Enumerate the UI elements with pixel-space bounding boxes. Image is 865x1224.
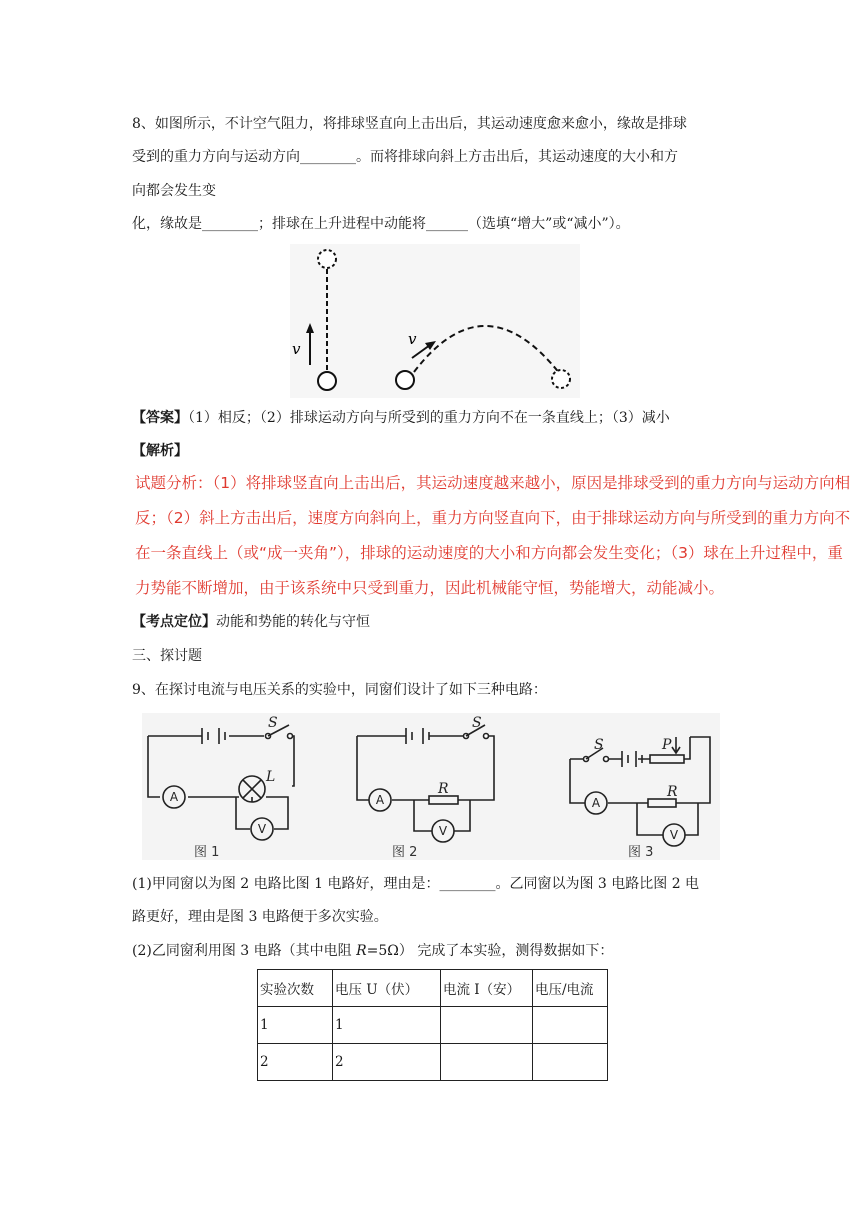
- analysis-line-1: 试题分析：（1）将排球竖直向上击出后，其运动速度越来越小，原因是排球受到的重力方向与运动方向相: [135, 474, 851, 492]
- q9-sub2-resistor-symbol: R: [356, 943, 367, 959]
- table-header-cell: 电压/电流: [533, 970, 608, 1007]
- q9-sub2-part-b: =5Ω） 完成了本实验，测得数据如下：: [366, 943, 614, 959]
- table-header-cell: 电压 U（伏）: [333, 970, 441, 1007]
- ball-landing-dashed: [552, 370, 570, 388]
- analysis-line-2: 反；（2）斜上方击出后，速度方向斜向上，重力方向竖直向下，由于排球运动方向与所受到的重力方向不: [135, 509, 851, 527]
- fig1-caption: 图 1: [194, 845, 220, 860]
- kaodian-text: 动能和势能的转化与守恒: [216, 614, 370, 630]
- ball-bottom-left: [318, 372, 336, 390]
- table-cell: [533, 1044, 608, 1081]
- q8-line-3: 向都会发生变: [132, 183, 216, 199]
- q9-sub1-line-1: (1)甲同窗以为图 2 电路比图 1 电路好，理由是：________。乙同窗以为图 3 电路比图 2 电: [132, 876, 700, 892]
- table-cell: 1: [333, 1007, 441, 1044]
- q9-sub2-line: [132, 941, 613, 961]
- table-cell: 2: [333, 1044, 441, 1081]
- label-v-oblique: v: [408, 330, 417, 348]
- circuit-3-resistor-label: R: [667, 784, 678, 800]
- circuit-3-switch-label: S: [594, 737, 604, 753]
- circuit-1-voltmeter-label: V: [257, 822, 267, 836]
- circuit-1-switch-label: S: [268, 715, 278, 731]
- circuit-1-lamp-label: L: [266, 769, 276, 785]
- circuit-2-voltmeter-label: V: [438, 824, 448, 838]
- table-cell: [441, 1007, 533, 1044]
- table-cell: [441, 1044, 533, 1081]
- answer-text: （1）相反；（2）排球运动方向与所受到的重力方向不在一条直线上；（3）减小: [188, 410, 670, 426]
- circuit-2-resistor-label: R: [438, 781, 449, 797]
- kaodian-tag: 【考点定位】: [132, 614, 216, 630]
- fig3-caption: 图 3: [628, 845, 654, 860]
- circuit-1-ammeter-label: A: [169, 790, 179, 804]
- answer-tag: 【答案】: [132, 410, 188, 426]
- q8-line-4: 化，缘故是________；排球在上升进程中动能将______（选填“增大”或“减小”）。: [132, 216, 630, 232]
- q9-sub2-part-a: (2)乙同窗利用图 3 电路（其中电阻: [132, 943, 357, 959]
- analysis-tag: 【解析】: [132, 443, 188, 459]
- circuit-2-switch-label: S: [472, 715, 482, 731]
- table-cell: 1: [258, 1007, 333, 1044]
- table-row: [258, 1044, 608, 1081]
- circuit-3-slider-label: P: [662, 737, 672, 753]
- q8-line-1: 8、如图所示，不计空气阻力，将排球竖直向上击出后，其运动速度愈来愈小，缘故是排球: [132, 116, 687, 132]
- q9-intro: 9、在探讨电流与电压关系的实验中，同窗们设计了如下三种电路：: [132, 682, 547, 698]
- table-header-cell: 实验次数: [258, 970, 333, 1007]
- ball-top-dashed: [318, 250, 336, 268]
- table-header-cell: 电流 I（安）: [441, 970, 533, 1007]
- data-table: [257, 969, 608, 1081]
- circuit-3-ammeter-label: A: [591, 796, 601, 810]
- section-three-heading: 三、探讨题: [132, 648, 202, 664]
- q9-sub1-line-2: 路更好，理由是图 3 电路便于多次实验。: [132, 909, 388, 925]
- q8-line-2: 受到的重力方向与运动方向________。而将排球向斜上方击出后，其运动速度的大小和方: [132, 149, 678, 165]
- table-cell: 2: [258, 1044, 333, 1081]
- kaodian-line: [132, 612, 370, 632]
- circuits-figure: [142, 713, 720, 860]
- volleyball-motion-figure: [290, 244, 580, 398]
- table-cell: [533, 1007, 608, 1044]
- circuit-3-voltmeter-label: V: [669, 828, 679, 842]
- circuits-background: [142, 713, 720, 860]
- ball-launch-oblique: [396, 371, 414, 389]
- analysis-line-4: 力势能不断增加，由于该系统中只受到重力，因此机械能守恒，势能增大，动能减小。: [135, 579, 725, 597]
- answer-line: [132, 408, 670, 428]
- table-row: [258, 1007, 608, 1044]
- label-v-vertical: v: [292, 340, 301, 358]
- circuit-2-ammeter-label: A: [375, 793, 385, 807]
- fig2-caption: 图 2: [392, 845, 418, 860]
- table-header-row: [258, 970, 608, 1007]
- analysis-line-3: 在一条直线上（或“成一夹角”），排球的运动速度的大小和方向都会发生变化；（3）球在上升过程中，重: [135, 544, 843, 562]
